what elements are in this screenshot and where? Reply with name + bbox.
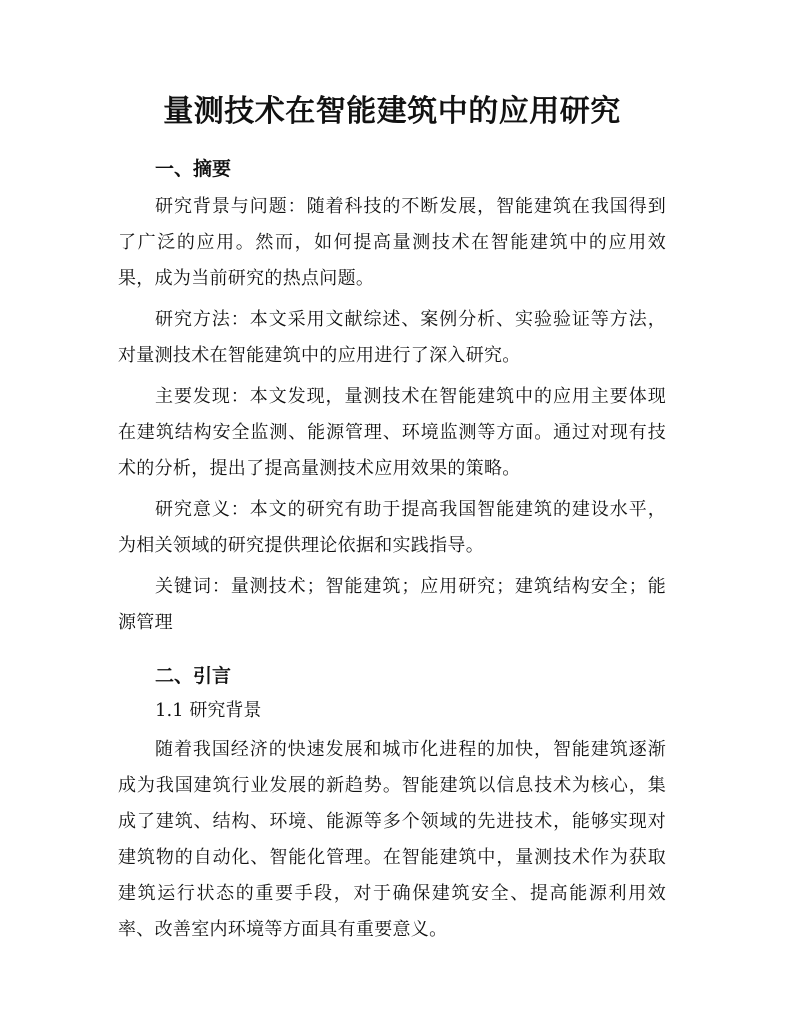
abstract-keywords: 关键词：量测技术；智能建筑；应用研究；建筑结构安全；能源管理 <box>118 576 666 633</box>
abstract-background: 研究背景与问题：随着科技的不断发展，智能建筑在我国得到了广泛的应用。然而，如何提高量测技术在智能建筑中的应用效果，成为当前研究的热点问题。 <box>118 196 666 289</box>
abstract-methods: 研究方法：本文采用文献综述、案例分析、实验验证等方法，对量测技术在智能建筑中的应用进行了深入研究。 <box>118 309 666 366</box>
abstract-findings: 主要发现：本文发现，量测技术在智能建筑中的应用主要体现在建筑结构安全监测、能源管理、环境监测等方面。通过对现有技术的分析，提出了提高量测技术应用效果的策略。 <box>118 386 666 479</box>
abstract-heading: 一、摘要 <box>155 158 232 180</box>
document-title: 量测技术在智能建筑中的应用研究 <box>163 94 621 129</box>
introduction-subheading: 1.1 研究背景 <box>155 700 262 721</box>
abstract-significance: 研究意义：本文的研究有助于提高我国智能建筑的建设水平，为相关领域的研究提供理论依据和实践指导。 <box>118 499 666 556</box>
introduction-heading: 二、引言 <box>155 665 232 687</box>
introduction-paragraph: 随着我国经济的快速发展和城市化进程的加快，智能建筑逐渐成为我国建筑行业发展的新趋势。智能建筑以信息技术为核心，集成了建筑、结构、环境、能源等多个领域的先进技术，能够实现对建筑物的自动化、智能化管理。在智能建筑中，量测技术作为获取建筑运行状态的重要手段，对于确保建筑安全、提高能源利用效率、改善室内环境等方面具有重要意义。 <box>118 739 666 940</box>
document-content <box>118 90 666 948</box>
